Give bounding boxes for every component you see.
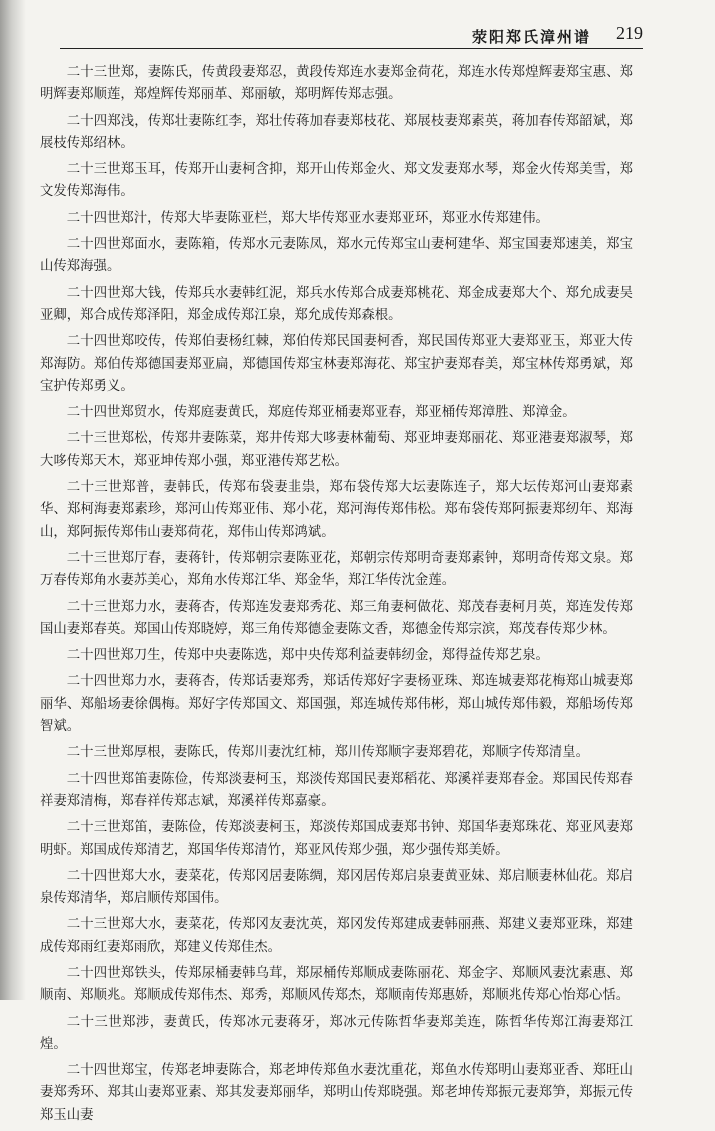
paragraph: 二十三世郑，妻陈氏，传黄段妻郑忍，黄段传郑连水妻郑金荷花，郑连水传郑煌辉妻郑宝惠、郑明辉妻郑顺莲，郑煌辉传郑丽革、郑丽敏，郑明辉传郑志强。 [40, 65, 633, 103]
paragraph: 二十四世郑大钱，传郑兵水妻韩红泥，郑兵水传郑合成妻郑桃花、郑金成妻郑大个、郑允成妻吴亚卿，郑合成传郑泽阳，郑金成传郑江泉，郑允成传郑森根。 [40, 285, 633, 323]
paragraph: 二十四世郑面水，妻陈箱，传郑水元妻陈凤，郑水元传郑宝山妻柯建华、郑宝国妻郑速美，郑宝山传郑海强。 [40, 237, 633, 275]
paragraph: 二十三世郑松，传郑井妻陈菜，郑井传郑大哆妻林葡萄、郑亚坤妻郑丽花、郑亚港妻郑淑琴，郑大哆传郑天木，郑亚坤传郑小强，郑亚港传郑艺松。 [40, 431, 633, 469]
page-number: 219 [616, 23, 643, 43]
page-header [60, 22, 643, 49]
scan-edge-shadow [0, 0, 26, 1000]
paragraph: 二十三世郑力水，妻蒋杏，传郑连发妻郑秀花、郑三角妻柯做花、郑茂春妻柯月英，郑连发传郑国山妻郑春英。郑国山传郑晓婷，郑三角传郑德金妻陈文香，郑德金传郑宗滨，郑茂春传郑少林。 [40, 599, 633, 637]
paragraph: 二十四世郑贸水，传郑庭妻黄氏，郑庭传郑亚桶妻郑亚春，郑亚桶传郑漳胜、郑漳金。 [66, 405, 576, 421]
paragraph: 二十三世郑厚根，妻陈氏，传郑川妻沈红柿，郑川传郑顺字妻郑碧花，郑顺字传郑清皇。 [66, 745, 590, 761]
paragraph: 二十三世郑大水，妻菜花，传郑冈友妻沈英，郑冈发传郑建成妻韩丽燕、郑建义妻郑亚珠，郑建成传郑雨红妻郑雨欣，郑建义传郑佳杰。 [40, 917, 633, 955]
paragraph: 二十四世郑力水，妻蒋杏，传郑话妻郑秀，郑话传郑好字妻杨亚珠、郑连城妻郑花梅郑山城妻郑丽华、郑船场妻徐偶梅。郑好字传郑国文、郑国强，郑连城传郑伟彬，郑山城传郑伟毅，郑船场传郑智斌。 [40, 674, 633, 735]
paragraph: 二十四世郑咬传，传郑伯妻杨红棘，郑伯传郑民国妻柯香，郑民国传郑亚大妻郑亚玉，郑亚大传郑海防。郑伯传郑德国妻郑亚扁，郑德国传郑宝林妻郑海花、郑宝护妻郑春美，郑宝林传郑勇斌，郑宝护传郑勇义。 [40, 334, 633, 394]
book-title: 荥阳郑氏漳州谱 [471, 28, 591, 46]
paragraph: 二十三世郑笛，妻陈俭，传郑淡妻柯玉，郑淡传郑国成妻郑书钟、郑国华妻郑珠花、郑亚风妻郑明虾。郑国成传郑清艺，郑国华传郑清竹，郑亚风传郑少强，郑少强传郑美娇。 [40, 820, 633, 858]
paragraph: 二十三世郑涉，妻黄氏，传郑冰元妻蒋牙，郑冰元传陈哲华妻郑美连，陈哲华传郑江海妻郑江煌。 [40, 1014, 633, 1052]
paragraph: 二十三世郑厅春，妻蒋针，传郑朝宗妻陈亚花，郑朝宗传郑明奇妻郑素钟，郑明奇传郑文泉。郑万春传郑角水妻苏美心，郑角水传郑江华、郑金华，郑江华传沈金莲。 [40, 550, 633, 589]
paragraph: 二十四世郑宝，传郑老坤妻陈合，郑老坤传郑鱼水妻沈重花，郑鱼水传郑明山妻郑亚香、郑旺山妻郑秀环、郑其山妻郑亚素、郑其发妻郑丽华，郑明山传郑晓强。郑老坤传郑振元妻郑笋，郑振元传郑玉山妻 [40, 1063, 633, 1123]
paragraph: 二十三世郑玉耳，传郑开山妻柯含抑，郑开山传郑金火、郑文发妻郑水琴，郑金火传郑美雪，郑文发传郑海伟。 [40, 162, 633, 200]
paragraph: 二十四世郑刀生，传郑中央妻陈选，郑中央传郑利益妻韩纫金，郑得益传郑艺泉。 [66, 648, 549, 664]
genealogy-body [40, 62, 633, 1131]
paragraph: 二十四世郑笛妻陈俭，传郑淡妻柯玉，郑淡传郑国民妻郑稻花、郑溪祥妻郑春金。郑国民传郑春祥妻郑清梅，郑春祥传郑志斌，郑溪祥传郑嘉豪。 [40, 771, 633, 809]
paragraph: 二十四郑浅，传郑壮妻陈红李，郑壮传蒋加春妻郑枝花、郑展枝妻郑素英，蒋加春传郑韶斌，郑展枝传郑绍林。 [40, 113, 633, 151]
paragraph: 二十四世郑大水，妻菜花，传郑冈居妻陈绸，郑冈居传郑启泉妻黄亚妹、郑启顺妻林仙花。郑启泉传郑清华，郑启顺传郑国伟。 [40, 868, 633, 907]
paragraph: 二十四世郑铁头，传郑尿桶妻韩乌茸，郑尿桶传郑顺成妻陈丽花、郑金字、郑顺风妻沈素惠、郑顺南、郑顺兆。郑顺成传郑伟杰、郑秀，郑顺风传郑杰，郑顺南传郑惠娇，郑顺兆传郑心怡郑心恬。 [40, 965, 633, 1004]
paragraph: 二十三世郑普，妻韩氏，传郑布袋妻韭祟，郑布袋传郑大坛妻陈连子，郑大坛传郑河山妻郑素华、郑柯海妻郑素珍，郑河山传郑亚伟、郑小花，郑河海传郑伟松。郑布袋传郑阿振妻郑纫年、郑海山，郑阿振传郑伟山妻郑荷花，郑伟山传郑鸿斌。 [40, 480, 633, 540]
paragraph: 二十四世郑汁，传郑大毕妻陈亚栏，郑大毕传郑亚水妻郑亚环，郑亚水传郑建伟。 [66, 210, 549, 226]
